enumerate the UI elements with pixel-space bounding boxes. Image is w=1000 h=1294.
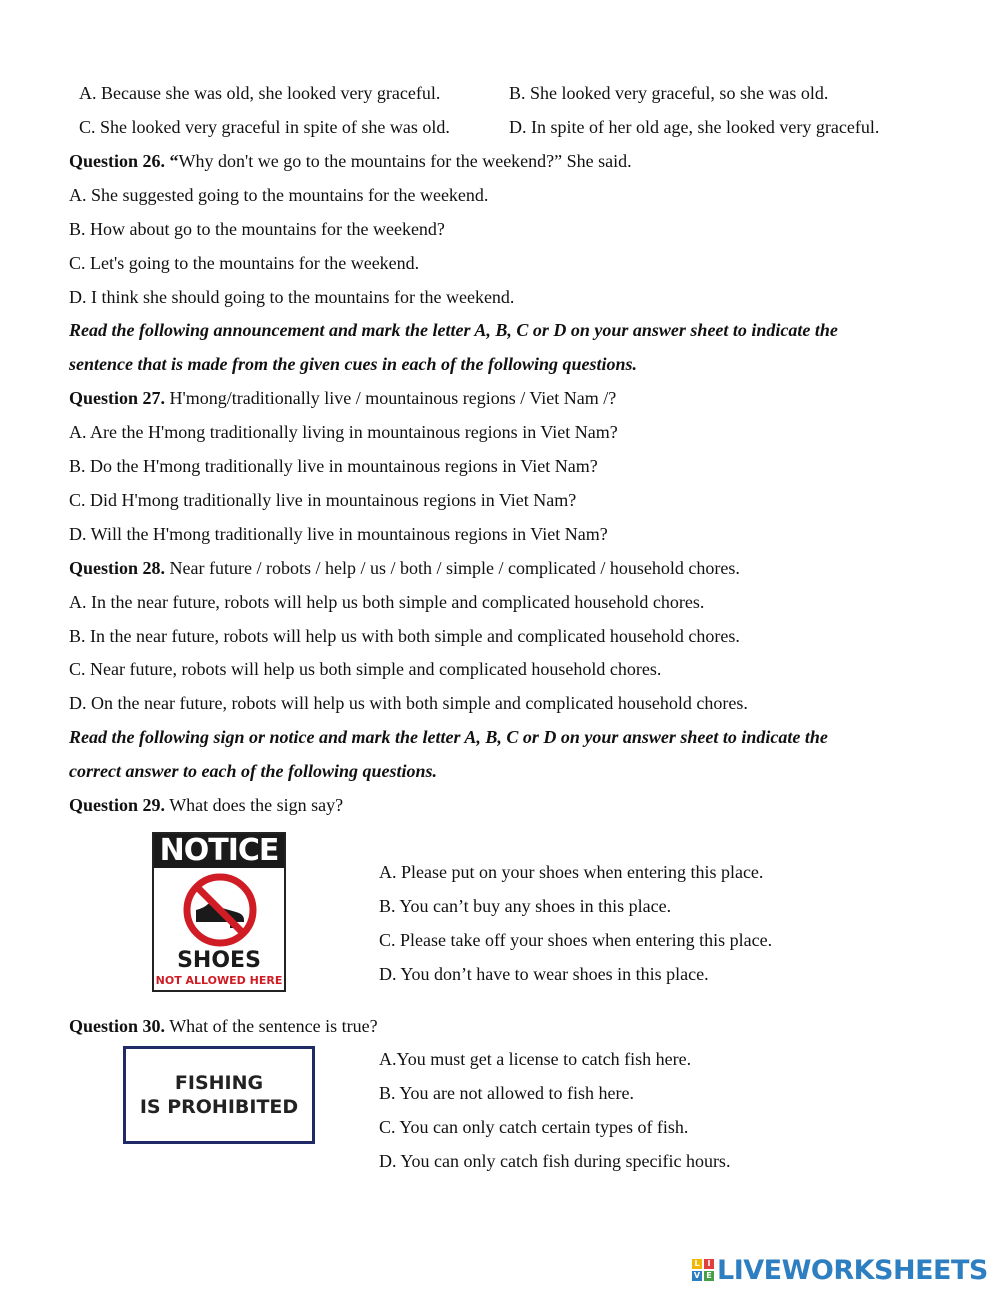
q30-label: Question 30. [69,1016,166,1036]
q26-text: Why don't we go to the mountains for the weekend?” She said. [178,151,632,171]
q26-option-a: A. She suggested going to the mountains for the weekend. [69,185,489,205]
q28-option-c: C. Near future, robots will help us both simple and complicated household chores. [69,659,662,679]
q26-option-d: D. I think she should going to the mountains for the weekend. [69,287,515,307]
q28-option-b: B. In the near future, robots will help us with both simple and complicated household chores. [69,626,740,646]
q27-label: Question 27. [69,388,166,408]
q30-prompt [69,1015,378,1037]
instruction-2-line-1: Read the following sign or notice and mark the letter A, B, C or D on your answer sheet to indicate the [69,727,828,747]
q25-option-a: A. Because she was old, she looked very graceful. [79,83,441,103]
q25-option-b: B. She looked very graceful, so she was old. [509,83,829,103]
shoes-not-allowed-sign [152,832,286,992]
no-shoes-icon [182,872,258,948]
q28-prompt [69,557,740,579]
logo-letter-v: V [693,1271,701,1280]
q29-option-b: B. You can’t buy any shoes in this place. [379,896,672,916]
logo-text: LIVEWORKSHEETS [717,1254,988,1286]
q26-option-b: B. How about go to the mountains for the weekend? [69,219,445,239]
shoes-label: SHOES [177,948,261,973]
fishing-prohibited-sign [123,1046,315,1144]
fishing-sign-line-2: IS PROHIBITED [139,1096,299,1118]
q26-option-c: C. Let's going to the mountains for the weekend. [69,253,420,273]
q29-option-c: C. Please take off your shoes when entering this place. [379,930,773,950]
q28-label: Question 28. [69,558,166,578]
instruction-1-line-1: Read the following announcement and mark the letter A, B, C or D on your answer sheet to indicate the [69,320,838,340]
logo-mark-icon [692,1259,714,1281]
q30-option-d: D. You can only catch fish during specific hours. [379,1151,731,1171]
logo-letter-i: I [704,1259,714,1269]
instruction-2-line-2: correct answer to each of the following questions. [69,761,438,781]
q30-option-b: B. You are not allowed to fish here. [379,1083,634,1103]
q29-option-d: D. You don’t have to wear shoes in this place. [379,964,709,984]
not-allowed-label: NOT ALLOWED HERE [155,974,283,987]
fishing-sign-line-1: FISHING [174,1072,264,1094]
q27-option-c: C. Did H'mong traditionally live in mountainous regions in Viet Nam? [69,490,577,510]
q27-option-a: A. Are the H'mong traditionally living in mountainous regions in Viet Nam? [69,422,618,442]
instruction-1-line-2: sentence that is made from the given cues in each of the following questions. [69,354,638,374]
q27-text: H'mong/traditionally live / mountainous regions / Viet Nam /? [165,388,617,408]
q29-label: Question 29. [69,795,166,815]
q29-option-a: A. Please put on your shoes when entering this place. [379,862,764,882]
q27-option-d: D. Will the H'mong traditionally live in mountainous regions in Viet Nam? [69,524,608,544]
q26-prompt [69,150,632,172]
q30-option-c: C. You can only catch certain types of fish. [379,1117,689,1137]
q29-text: What does the sign say? [165,795,344,815]
logo-letter-l: L [692,1259,702,1269]
q25-option-c: C. She looked very graceful in spite of she was old. [79,117,450,137]
q25-option-d: D. In spite of her old age, she looked very graceful. [509,117,880,137]
q30-option-a: A.You must get a license to catch fish here. [379,1049,692,1069]
notice-header: NOTICE [154,834,284,868]
logo-letter-e: E [704,1271,714,1281]
q26-open-quote: “ [165,151,179,171]
q26-label: Question 26. [69,151,166,171]
q28-option-d: D. On the near future, robots will help us with both simple and complicated household chores. [69,693,748,713]
q28-option-a: A. In the near future, robots will help us both simple and complicated household chores. [69,592,705,612]
q27-prompt [69,387,616,409]
q30-text: What of the sentence is true? [165,1016,378,1036]
q28-text: Near future / robots / help / us / both / simple / complicated / household chores. [165,558,740,578]
q27-option-b: B. Do the H'mong traditionally live in mountainous regions in Viet Nam? [69,456,598,476]
liveworksheets-logo[interactable] [692,1254,988,1286]
q29-prompt [69,794,343,816]
